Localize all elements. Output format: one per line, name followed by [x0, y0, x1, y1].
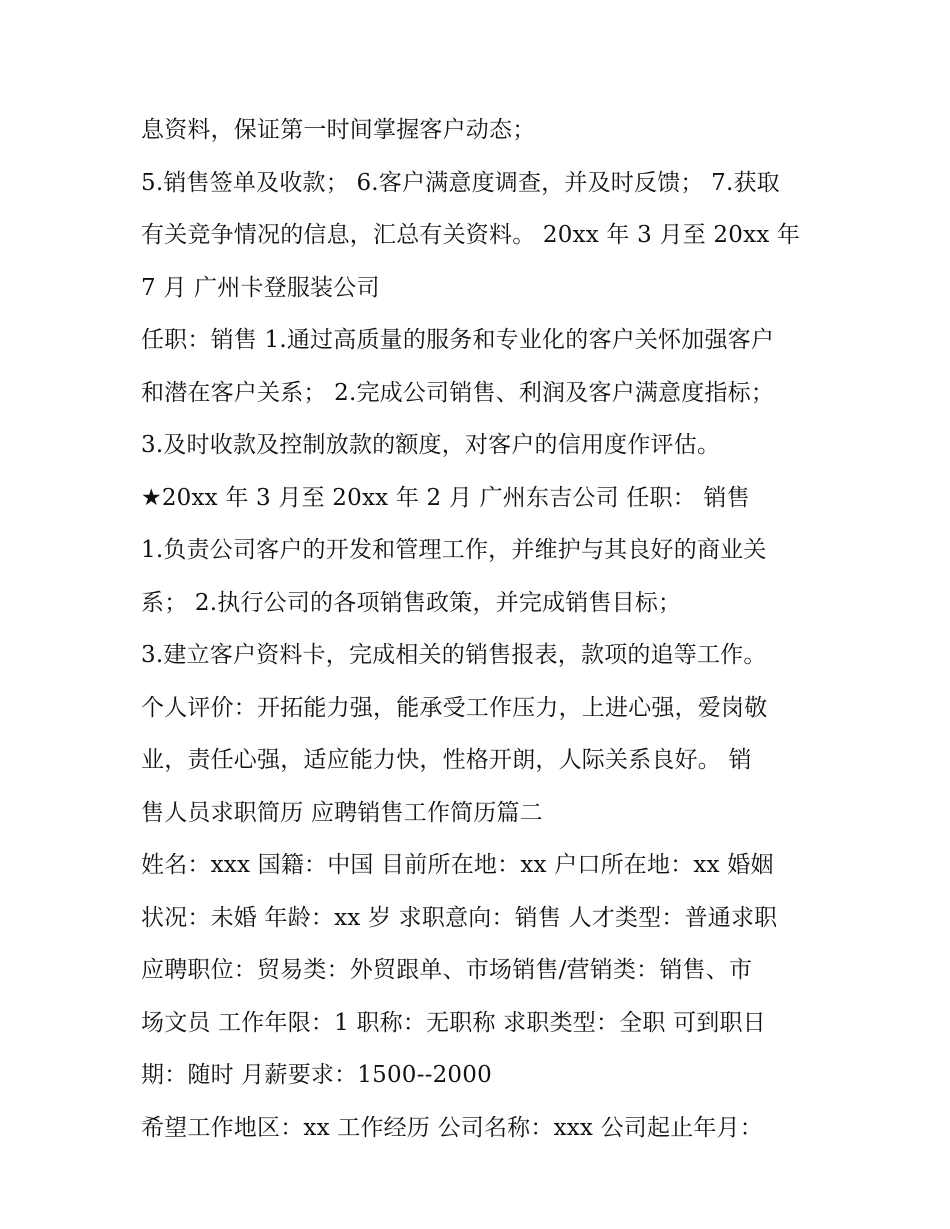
- text-line: 任职：销售 1.通过高质量的服务和专业化的客户关怀加强客户: [141, 327, 775, 353]
- text-line: 1.负责公司客户的开发和管理工作，并维护与其良好的商业关: [141, 537, 767, 563]
- text-line: 7 月 广州卡登服装公司: [141, 274, 380, 301]
- text-line: 和潜在客户关系； 2.完成公司销售、利润及客户满意度指标；: [141, 379, 775, 406]
- text-line: 3.建立客户资料卡，完成相关的销售报表，款项的追等工作。: [141, 642, 767, 668]
- text-line: 个人评价：开拓能力强，能承受工作压力，上进心强，爱岗敬: [141, 694, 768, 721]
- text-line: 状况：未婚 年龄：xx 岁 求职意向：销售 人才类型：普通求职: [141, 904, 778, 931]
- text-line: 息资料，保证第一时间掌握客户动态；: [141, 117, 536, 143]
- text-line: 场文员 工作年限：1 职称：无职称 求职类型：全职 可到职日: [141, 1009, 766, 1036]
- text-line: 希望工作地区：xx 工作经历 公司名称：xxx 公司起止年月：: [141, 1114, 763, 1141]
- text-line: 应聘职位：贸易类：外贸跟单、市场销售/营销类：销售、市: [141, 957, 753, 983]
- text-line: 系； 2.执行公司的各项销售政策，并完成销售目标；: [141, 589, 682, 616]
- text-line: 3.及时收款及控制放款的额度，对客户的信用度作评估。: [141, 432, 721, 458]
- text-line: 业，责任心强，适应能力快，性格开朗，人际关系良好。 销: [141, 747, 752, 773]
- text-line: 有关竞争情况的信息，汇总有关资料。 20xx 年 3 月至 20xx 年: [141, 222, 801, 248]
- text-line: 姓名：xxx 国籍：中国 目前所在地：xx 户口所在地：xx 婚姻: [141, 852, 774, 878]
- text-line: 5.销售签单及收款； 6.客户满意度调查，并及时反馈； 7.获取: [141, 169, 780, 196]
- body-text: [141, 104, 841, 1154]
- text-line: ★20xx 年 3 月至 20xx 年 2 月 广州东吉公司 任职： 销售: [141, 484, 750, 511]
- text-line: 售人员求职简历 应聘销售工作简历篇二: [141, 799, 543, 826]
- text-line: 期：随时 月薪要求：1500--2000: [141, 1062, 492, 1088]
